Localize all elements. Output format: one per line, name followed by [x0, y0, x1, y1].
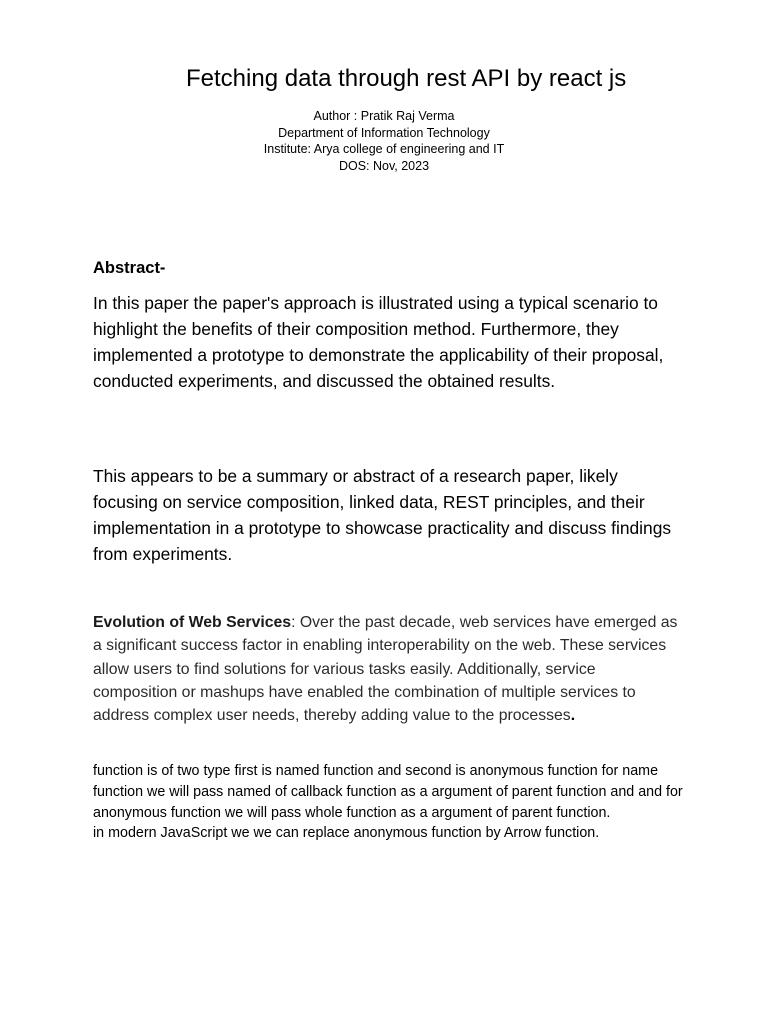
function-line-1: function is of two type first is named function and second is anonymous function for name function we will pass named of callback function as a argument of parent function and and for anonymous function we will pass whole function as a argument of parent function.: [93, 763, 683, 821]
evolution-paragraph: [93, 611, 683, 727]
evolution-body: : Over the past decade, web services have emerged as a significant success factor in enabling interoperability on the web. These services allow users to find solutions for various tasks easily. Additionally, service composition or mashups have enabled the combination of multiple services to address complex user needs, thereby adding value to the processes: [93, 614, 678, 725]
date-line: DOS: Nov, 2023: [338, 158, 430, 173]
author-block: [234, 108, 534, 174]
evolution-end: .: [570, 707, 576, 725]
institute-line: Institute: Arya college of engineering and IT: [263, 142, 505, 156]
author-line: Author : Pratik Raj Verma: [313, 109, 455, 123]
abstract-paragraph-2: This appears to be a summary or abstract of a research paper, likely focusing on service composition, linked data, REST principles, and their implementation in a prototype to showcase practicality and discuss findings from experiments.: [93, 466, 672, 564]
abstract-heading: Abstract-: [93, 259, 166, 277]
abstract-paragraph-1: In this paper the paper's approach is illustrated using a typical scenario to highlight the benefits of their composition method. Furthermore, they implemented a prototype to demonstrate the applicability of their proposal, conducted experiments, and discussed the obtained results.: [93, 293, 664, 391]
function-line-2: in modern JavaScript we we can replace anonymous function by Arrow function.: [93, 825, 600, 842]
function-paragraph: [93, 761, 683, 844]
evolution-term: Evolution of Web Services: [93, 614, 292, 631]
paper-title: Fetching data through rest API by react js: [186, 65, 627, 92]
department-line: Department of Information Technology: [278, 125, 490, 140]
